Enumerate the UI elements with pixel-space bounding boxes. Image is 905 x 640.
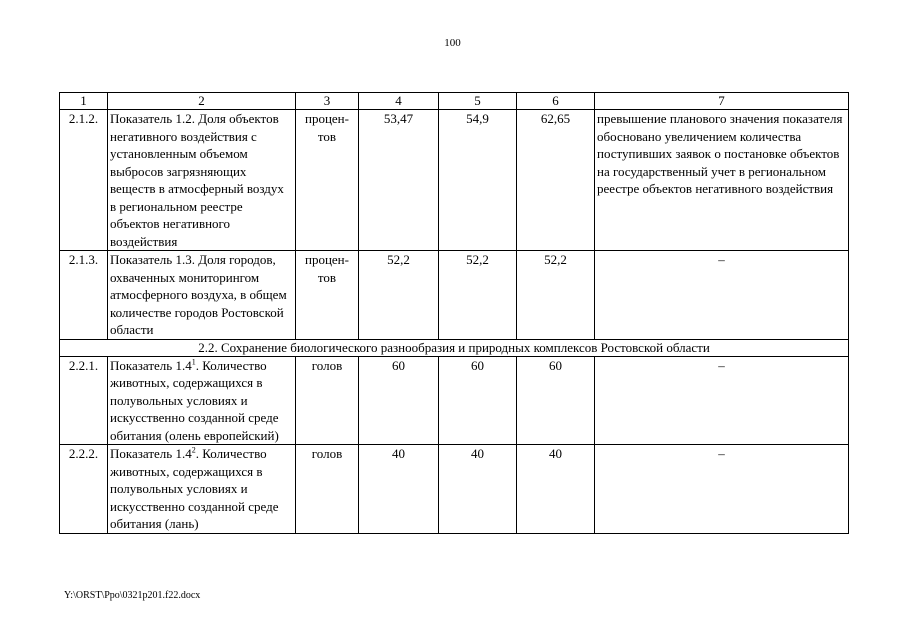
unit-cell: процен-тов <box>296 110 359 251</box>
column-header: 5 <box>439 93 517 110</box>
note-cell: – <box>595 251 849 340</box>
indicator-name-rest: . Количество животных, содержащихся в полувольных условиях и искусственно созданной среде обитания (лань) <box>110 446 279 531</box>
indicator-name <box>108 356 296 445</box>
page-number: 100 <box>444 37 461 49</box>
indicator-name-prefix: Показатель 1.4 <box>110 357 192 373</box>
note-cell: – <box>595 445 849 534</box>
value-col4: 53,47 <box>359 110 439 251</box>
value-col6: 62,65 <box>517 110 595 251</box>
value-col4: 40 <box>359 445 439 534</box>
column-header: 6 <box>517 93 595 110</box>
indicator-name: Показатель 1.3. Доля городов, охваченных мониторингом атмосферного воздуха, в общем количестве городов Ростовской области <box>108 251 296 340</box>
value-col5: 52,2 <box>439 251 517 340</box>
value-col5: 54,9 <box>439 110 517 251</box>
value-col5: 60 <box>439 356 517 445</box>
row-number: 2.1.3. <box>60 251 108 340</box>
note-cell: превышение планового значения показателя обосновано увеличением количества поступивших заявок о постановке объектов на государственный учет в региональном реестре объектов негативного воздействия <box>595 110 849 251</box>
unit-cell: голов <box>296 445 359 534</box>
file-path-footer: Y:\ORST\Ppo\0321p201.f22.docx <box>64 590 201 601</box>
table-row <box>60 251 849 340</box>
unit-cell: голов <box>296 356 359 445</box>
row-number: 2.2.2. <box>60 445 108 534</box>
column-header: 2 <box>108 93 296 110</box>
footnote-marker: 2 <box>191 445 196 455</box>
value-col6: 60 <box>517 356 595 445</box>
note-cell: – <box>595 356 849 445</box>
column-header: 1 <box>60 93 108 110</box>
value-col4: 52,2 <box>359 251 439 340</box>
table-header-row <box>60 93 849 110</box>
column-header: 3 <box>296 93 359 110</box>
section-title: 2.2. Сохранение биологического разнообразия и природных комплексов Ростовской области <box>60 339 849 356</box>
value-col6: 40 <box>517 445 595 534</box>
row-number: 2.2.1. <box>60 356 108 445</box>
table-row <box>60 356 849 445</box>
indicator-name <box>108 445 296 534</box>
indicator-name-rest: . Количество животных, содержащихся в полувольных условиях и искусственно созданной среде обитания (олень европейский) <box>110 357 279 443</box>
value-col5: 40 <box>439 445 517 534</box>
section-row <box>60 339 849 356</box>
table-row <box>60 110 849 251</box>
column-header: 7 <box>595 93 849 110</box>
indicator-name: Показатель 1.2. Доля объектов негативного воздействия с установленным объемом выбросов загрязняющих веществ в атмосферный воздух в региональном реестре объектов негативного воздействия <box>108 110 296 251</box>
indicators-table <box>59 92 849 534</box>
indicator-name-prefix: Показатель 1.4 <box>110 446 192 461</box>
table-row <box>60 445 849 534</box>
value-col6: 52,2 <box>517 251 595 340</box>
unit-cell: процен-тов <box>296 251 359 340</box>
footnote-marker: 1 <box>191 357 196 367</box>
row-number: 2.1.2. <box>60 110 108 251</box>
value-col4: 60 <box>359 356 439 445</box>
column-header: 4 <box>359 93 439 110</box>
